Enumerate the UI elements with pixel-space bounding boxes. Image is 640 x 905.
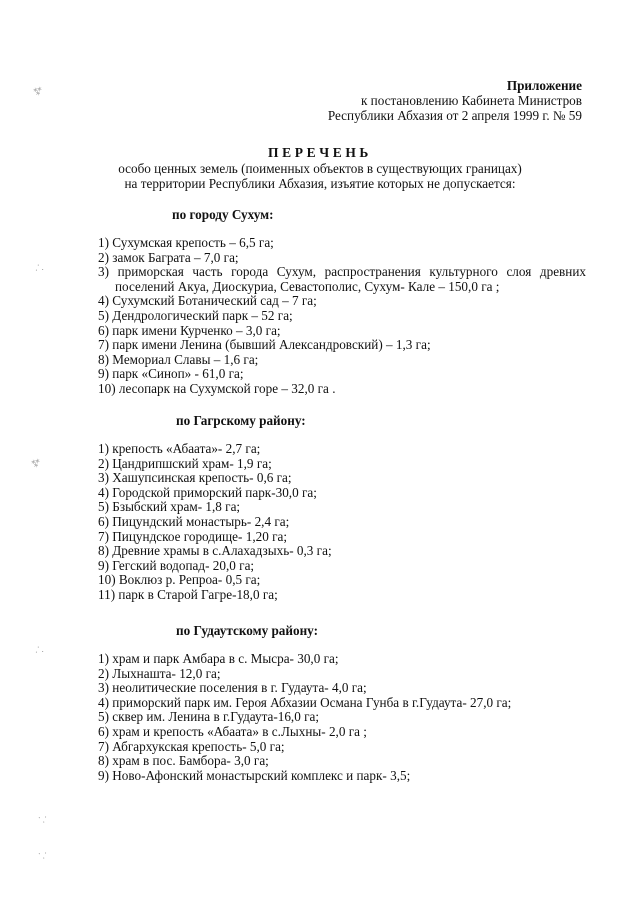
list-item: 7) Пицундское городище- 1,20 га; [98, 528, 288, 544]
scan-mark: ⁂ [32, 85, 45, 97]
scan-mark: ⸫ [37, 813, 50, 825]
list-item: 2) Лыхнашта- 12,0 га; [98, 665, 221, 681]
list-item: 11) парк в Старой Гагре-18,0 га; [98, 586, 278, 602]
list-item: 3) неолитические поселения в г. Гудаута- 4,0 га; [98, 680, 367, 696]
list-item: 7) парк имени Ленина (бывший Александровский) – 1,3 га; [98, 337, 431, 353]
section-list-gudauta [98, 652, 586, 783]
appendix-line-2: Республики Абхазия от 2 апреля 1999 г. № 59 [327, 108, 582, 123]
scan-mark: ⸪ [35, 263, 48, 275]
section-heading-sukhum: по городу Сухум: [172, 207, 274, 222]
list-item: 5) Бзыбский храм- 1,8 га; [98, 499, 241, 515]
list-item: 9) парк «Синоп» - 61,0 га; [98, 366, 244, 382]
list-item: 8) храм в пос. Бамбора- 3,0 га; [98, 753, 269, 769]
appendix-title: Приложение [506, 78, 582, 93]
section-list-sukhum [98, 236, 586, 397]
section-heading-gudauta: по Гудаутскому району: [176, 623, 318, 638]
list-item: 6) храм и крепость «Абаата» в с.Лыхны- 2,0 га ; [98, 723, 367, 739]
document-subtitle-line-1: особо ценных земель (поименных объектов в существующих границах) [118, 161, 522, 176]
list-item: 5) сквер им. Ленина в г.Гудаута-16,0 га; [98, 709, 320, 725]
list-item: 4) Сухумский Ботанический сад – 7 га; [98, 293, 317, 309]
appendix-line-1: к постановлению Кабинета Министров [360, 93, 582, 108]
appendix-header [328, 78, 582, 123]
document-subtitle [0, 161, 640, 191]
list-item: 2) Цандрипшский храм- 1,9 га; [98, 455, 272, 471]
scan-mark: ⸫ [37, 849, 50, 861]
list-item: 1) храм и парк Амбара в с. Мысра- 30,0 га; [98, 651, 339, 666]
list-item: 9) Ново-Афонский монастырский комплекс и парк- 3,5; [98, 767, 411, 783]
list-item: 8) Мемориал Славы – 1,6 га; [98, 351, 259, 367]
list-item-line: 3) приморская часть города Сухум, распространения культурного слоя древних [98, 264, 586, 280]
document-title: ПЕРЕЧЕНЬ [268, 145, 372, 160]
list-item: 8) Древние храмы в с.Алахадзыхь- 0,3 га; [98, 543, 332, 559]
list-item: 4) Городской приморский парк-30,0 га; [98, 484, 317, 500]
list-item [98, 265, 586, 294]
list-item: 1) крепость «Абаата»- 2,7 га; [98, 441, 261, 456]
list-item: 10) Воклюз р. Репроа- 0,5 га; [98, 572, 261, 588]
document-subtitle-line-2: на территории Республики Абхазия, изъятие которых не допускается: [124, 176, 516, 191]
scan-mark: ⸪ [35, 645, 48, 657]
list-item: 2) замок Баграта – 7,0 га; [98, 249, 239, 265]
list-item: 4) приморский парк им. Героя Абхазии Османа Гунба в г.Гудаута- 27,0 га; [98, 694, 512, 710]
list-item: 7) Абгархукская крепость- 5,0 га; [98, 738, 285, 754]
section-list-gagra [98, 442, 586, 603]
list-item: 6) Пицундский монастырь- 2,4 га; [98, 513, 290, 529]
list-item: 3) Хашупсинская крепость- 0,6 га; [98, 470, 292, 486]
list-item: 9) Гегский водопад- 20,0 га; [98, 557, 255, 573]
list-item: 10) лесопарк на Сухумской горе – 32,0 га . [98, 380, 336, 396]
section-heading-gagra: по Гагрскому району: [176, 413, 306, 428]
list-item-continuation: поселений Акуа, Диоскуриа, Севастополис, Сухум- Кале – 150,0 га ; [115, 278, 500, 294]
list-item: 1) Сухумская крепость – 6,5 га; [98, 235, 274, 250]
list-item: 5) Дендрологический парк – 52 га; [98, 307, 293, 323]
scan-mark: ⁂ [30, 457, 43, 469]
list-item: 6) парк имени Курченко – 3,0 га; [98, 322, 281, 338]
